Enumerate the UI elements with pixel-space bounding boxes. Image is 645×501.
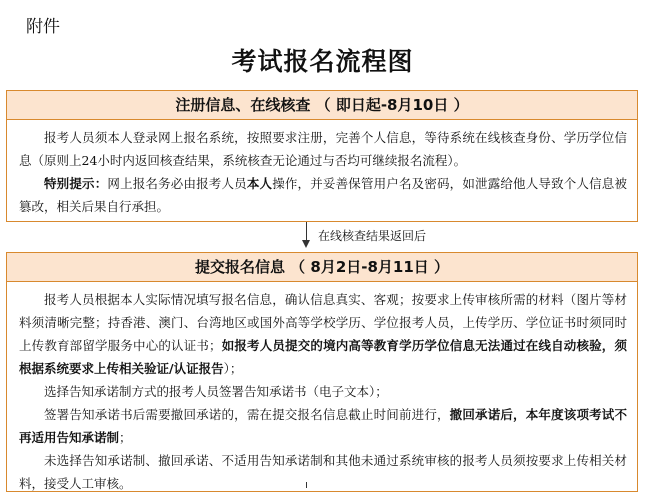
step-register-box [6,90,638,222]
submit-paragraph-2: 选择告知承诺制方式的报考人员签署告知承诺书（电子文本）； [44,384,388,399]
submit-paragraph-1-emphasis: 如报考人员提交的境内高等教育学历学位信息无法通过在线自动核验，须根据系统要求上传相关验证/认证报告 [19,338,627,376]
step-register-title: 注册信息、在线核查 （ 即日起-8月10日 ） [7,91,637,120]
special-notice-text: 网上报名务必由报考人员 [107,176,247,191]
submit-paragraph-1-end: ）； [223,361,243,376]
submit-paragraph-3-text: 签署告知承诺书后需要撤回承诺的，需在提交报名信息截止时间前进行， [44,407,450,422]
flow-connector-label: 在线核查结果返回后 [318,229,427,243]
page-title: 考试报名流程图 [231,47,414,76]
step-submit-box [6,252,638,492]
submit-paragraph-1-text: 报考人员根据本人实际情况填写报名信息，确认信息真实、客观；按要求上传审核所需的材料（图片等材料须清晰完整；持香港、澳门、台湾地区或国外高等学校学历、学位报考人员，上传学历、学位证书时须同时上传教育部留学服务中心的认证书； [19,292,627,353]
attachment-label: 附件 [26,17,60,37]
arrow-down-icon [302,240,310,248]
flow-connector-line [306,222,307,242]
special-notice-text-end: 操作，并妥善保管用户名及密码，如泄露给他人导致个人信息被篡改，相关后果自行承担。 [19,176,627,214]
submit-paragraph-3-emphasis: 撤回承诺后，本年度该项考试不再适用告知承诺制 [19,407,627,445]
submit-paragraph-1 [19,288,627,380]
special-notice-label: 特别提示： [44,176,108,191]
flow-connector-line-bottom [306,482,307,488]
submit-paragraph-3 [19,403,627,449]
submit-paragraph-4: 未选择告知承诺制、撤回承诺、不适用告知承诺制和其他未通过系统审核的报考人员须按要求上传相关材料，接受人工审核。 [19,453,627,491]
step-submit-body [7,282,637,501]
special-notice-paragraph [19,172,627,218]
submit-paragraph-3-end: ； [119,430,132,445]
step-register-paragraph: 报考人员须本人登录网上报名系统，按照要求注册，完善个人信息，等待系统在线核查身份、学历学位信息（原则上24小时内返回核查结果，系统核查无论通过与否均可继续报名流程）。 [19,130,627,168]
special-notice-emphasis: 本人 [246,176,273,191]
step-register-body [7,120,637,224]
step-submit-title: 提交报名信息 （ 8月2日-8月11日 ） [7,253,637,282]
